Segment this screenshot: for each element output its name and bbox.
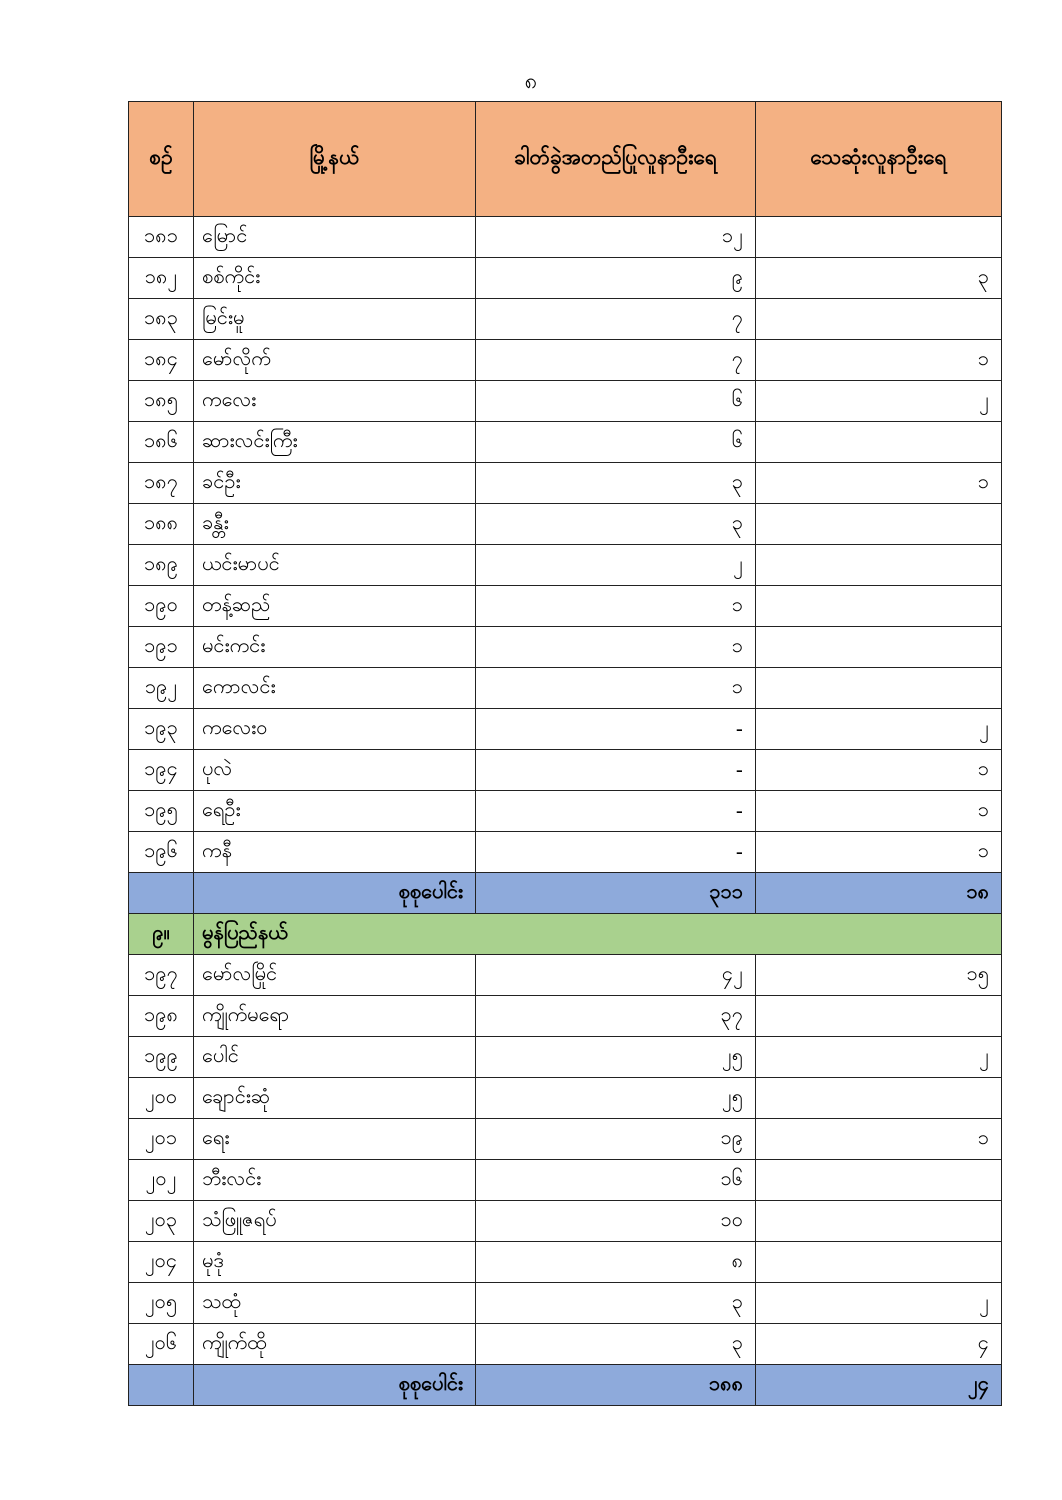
deaths-cell: [756, 504, 1002, 545]
table-row: [129, 832, 1002, 873]
deaths-cell: ၂: [756, 1283, 1002, 1324]
table-row: [129, 1160, 1002, 1201]
deaths-cell: ၃: [756, 258, 1002, 299]
serial-no-cell: ၂၀၂: [129, 1160, 194, 1201]
serial-no-cell: ၁၈၃: [129, 299, 194, 340]
table-row: [129, 750, 1002, 791]
township-cell: တန့်ဆည်: [194, 586, 476, 627]
table-row: [129, 258, 1002, 299]
deaths-cell: [756, 627, 1002, 668]
serial-no-cell: ၁၈၈: [129, 504, 194, 545]
confirmed-cases-cell: -: [476, 750, 756, 791]
table-row: [129, 504, 1002, 545]
township-cell: ရေး: [194, 1119, 476, 1160]
confirmed-cases-cell: ၃၇: [476, 996, 756, 1037]
total-row: [129, 1365, 1002, 1406]
confirmed-cases-cell: ၉: [476, 258, 756, 299]
page-number: ၈: [524, 69, 538, 94]
section-row-mon-state: [129, 914, 1002, 955]
deaths-cell: ၄: [756, 1324, 1002, 1365]
table-row: [129, 586, 1002, 627]
confirmed-cases-cell: ၁၆: [476, 1160, 756, 1201]
township-case-table: [128, 101, 1002, 1406]
table-row: [129, 996, 1002, 1037]
table-row: [129, 1242, 1002, 1283]
confirmed-cases-cell: ၇: [476, 299, 756, 340]
confirmed-cases-cell: ၁၉: [476, 1119, 756, 1160]
deaths-cell: [756, 1201, 1002, 1242]
township-cell: ခန္တီး: [194, 504, 476, 545]
table-row: [129, 1078, 1002, 1119]
serial-no-cell: ၁၉၅: [129, 791, 194, 832]
serial-no-cell: ၂၀၄: [129, 1242, 194, 1283]
serial-no-cell: ၁၉၀: [129, 586, 194, 627]
table-row: [129, 1283, 1002, 1324]
confirmed-cases-cell: ၈: [476, 1242, 756, 1283]
township-cell: မော်လိုက်: [194, 340, 476, 381]
confirmed-cases-cell: ၁: [476, 627, 756, 668]
serial-no-cell: ၂၀၅: [129, 1283, 194, 1324]
table-row: [129, 340, 1002, 381]
table-row: [129, 299, 1002, 340]
township-cell: ကျိုက်မရော: [194, 996, 476, 1037]
table-row: [129, 422, 1002, 463]
confirmed-cases-cell: -: [476, 709, 756, 750]
deaths-cell: [756, 586, 1002, 627]
serial-no-cell: ၁၉၁: [129, 627, 194, 668]
township-cell: သထုံ: [194, 1283, 476, 1324]
deaths-cell: ၁: [756, 832, 1002, 873]
header-deaths: သေဆုံးလူနာဦးရေ: [756, 102, 1002, 217]
total-confirmed: ၁၈၈: [476, 1365, 756, 1406]
serial-no-cell: ၁၈၅: [129, 381, 194, 422]
serial-no-cell: ၁၉၉: [129, 1037, 194, 1078]
deaths-cell: ၁၅: [756, 955, 1002, 996]
serial-no-cell: ၁၈၉: [129, 545, 194, 586]
serial-no-cell: ၂၀၃: [129, 1201, 194, 1242]
serial-no-cell: ၁၈၂: [129, 258, 194, 299]
confirmed-cases-cell: ၃: [476, 1324, 756, 1365]
confirmed-cases-cell: ၃: [476, 504, 756, 545]
township-cell: ခင်ဦး: [194, 463, 476, 504]
serial-no-cell: ၁၈၄: [129, 340, 194, 381]
deaths-cell: ၁: [756, 750, 1002, 791]
serial-no-cell: ၂၀၁: [129, 1119, 194, 1160]
total-label: စုစုပေါင်း: [194, 1365, 476, 1406]
deaths-cell: [756, 1160, 1002, 1201]
deaths-cell: ၁: [756, 463, 1002, 504]
confirmed-cases-cell: ၄၂: [476, 955, 756, 996]
township-cell: မင်းကင်း: [194, 627, 476, 668]
table-row: [129, 1201, 1002, 1242]
table-row: [129, 545, 1002, 586]
confirmed-cases-cell: ၆: [476, 381, 756, 422]
table-row: [129, 1324, 1002, 1365]
table-row: [129, 668, 1002, 709]
table-row: [129, 627, 1002, 668]
deaths-cell: [756, 996, 1002, 1037]
township-cell: ပုလဲ: [194, 750, 476, 791]
township-cell: မြောင်: [194, 217, 476, 258]
township-cell: ကောလင်း: [194, 668, 476, 709]
table-row: [129, 463, 1002, 504]
deaths-cell: ၁: [756, 791, 1002, 832]
confirmed-cases-cell: ၂၅: [476, 1037, 756, 1078]
township-cell: ကျိုက်ထို: [194, 1324, 476, 1365]
table-row: [129, 217, 1002, 258]
confirmed-cases-cell: ၆: [476, 422, 756, 463]
confirmed-cases-cell: ၂၅: [476, 1078, 756, 1119]
serial-no-cell: ၁၉၆: [129, 832, 194, 873]
serial-no-cell: ၂၀၀: [129, 1078, 194, 1119]
township-cell: ဘီးလင်း: [194, 1160, 476, 1201]
township-cell: ချောင်းဆုံ: [194, 1078, 476, 1119]
confirmed-cases-cell: -: [476, 832, 756, 873]
township-cell: ယင်းမာပင်: [194, 545, 476, 586]
header-confirmed-cases: ခါတ်ခွဲအတည်ပြုလူနာဦးရေ: [476, 102, 756, 217]
confirmed-cases-cell: ၃: [476, 1283, 756, 1324]
township-cell: ကလေး: [194, 381, 476, 422]
serial-no-cell: ၁၈၁: [129, 217, 194, 258]
deaths-cell: [756, 545, 1002, 586]
serial-no-cell: ၁၉၇: [129, 955, 194, 996]
table-row: [129, 1037, 1002, 1078]
header-serial-no: စဉ်: [129, 102, 194, 217]
serial-no-cell: ၁၉၃: [129, 709, 194, 750]
confirmed-cases-cell: ၁၀: [476, 1201, 756, 1242]
deaths-cell: ၂: [756, 1037, 1002, 1078]
confirmed-cases-cell: ၇: [476, 340, 756, 381]
confirmed-cases-cell: ၂: [476, 545, 756, 586]
table-row: [129, 381, 1002, 422]
total-row: [129, 873, 1002, 914]
section-name: မွန်ပြည်နယ်: [194, 914, 1002, 955]
township-cell: သံဖြူဇရပ်: [194, 1201, 476, 1242]
header-row: [129, 102, 1002, 217]
township-cell: ပေါင်: [194, 1037, 476, 1078]
table-row: [129, 955, 1002, 996]
table-row: [129, 791, 1002, 832]
total-blank-cell: [129, 873, 194, 914]
table-row: [129, 1119, 1002, 1160]
deaths-cell: [756, 1078, 1002, 1119]
serial-no-cell: ၁၈၇: [129, 463, 194, 504]
township-cell: မုဒုံ: [194, 1242, 476, 1283]
table-body: [129, 217, 1002, 1406]
total-deaths: ၁၈: [756, 873, 1002, 914]
total-confirmed: ၃၁၁: [476, 873, 756, 914]
confirmed-cases-cell: ၁: [476, 586, 756, 627]
deaths-cell: [756, 299, 1002, 340]
township-cell: ကနီ: [194, 832, 476, 873]
table-row: [129, 709, 1002, 750]
confirmed-cases-cell: ၃: [476, 463, 756, 504]
deaths-cell: ၂: [756, 381, 1002, 422]
township-cell: ဆားလင်းကြီး: [194, 422, 476, 463]
header-township: မြို့နယ်: [194, 102, 476, 217]
township-cell: မြင်းမူ: [194, 299, 476, 340]
deaths-cell: ၁: [756, 1119, 1002, 1160]
deaths-cell: ၁: [756, 340, 1002, 381]
confirmed-cases-cell: ၁၂: [476, 217, 756, 258]
deaths-cell: [756, 217, 1002, 258]
deaths-cell: [756, 422, 1002, 463]
township-cell: ကလေးဝ: [194, 709, 476, 750]
serial-no-cell: ၁၉၂: [129, 668, 194, 709]
serial-no-cell: ၁၉၈: [129, 996, 194, 1037]
total-deaths: ၂၄: [756, 1365, 1002, 1406]
township-cell: မော်လမြိုင်: [194, 955, 476, 996]
deaths-cell: [756, 1242, 1002, 1283]
total-label: စုစုပေါင်း: [194, 873, 476, 914]
section-number: ၉။: [129, 914, 194, 955]
serial-no-cell: ၁၈၆: [129, 422, 194, 463]
township-cell: စစ်ကိုင်း: [194, 258, 476, 299]
township-cell: ရေဦး: [194, 791, 476, 832]
serial-no-cell: ၁၉၄: [129, 750, 194, 791]
total-blank-cell: [129, 1365, 194, 1406]
deaths-cell: ၂: [756, 709, 1002, 750]
confirmed-cases-cell: ၁: [476, 668, 756, 709]
deaths-cell: [756, 668, 1002, 709]
serial-no-cell: ၂၀၆: [129, 1324, 194, 1365]
confirmed-cases-cell: -: [476, 791, 756, 832]
